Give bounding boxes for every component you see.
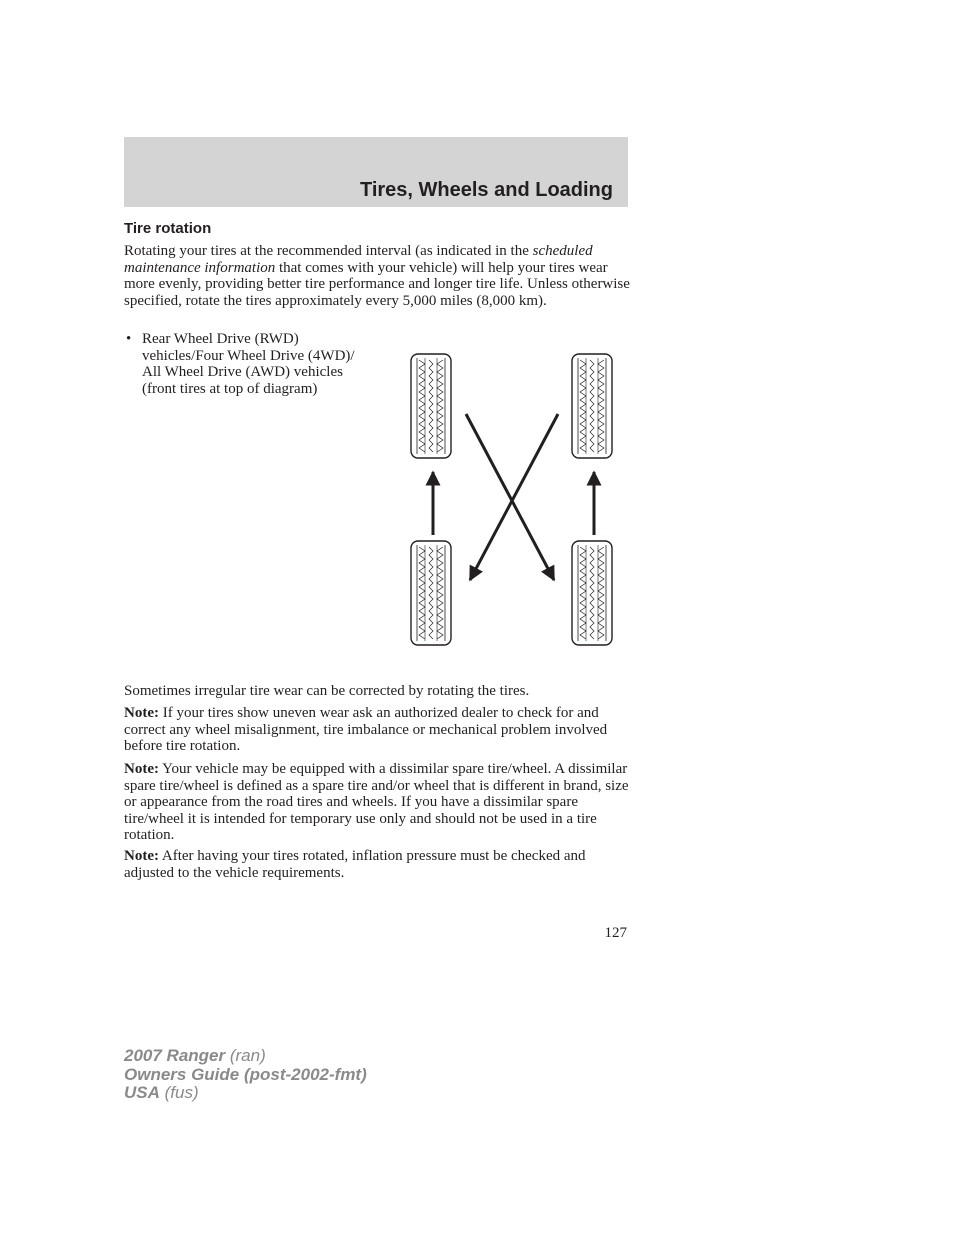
- page-number: 127: [604, 925, 627, 941]
- footer-line-2: [124, 1066, 367, 1085]
- rear-left-tire: [411, 541, 451, 645]
- intro-text-1: Rotating your tires at the recommended interval (as indicated in the: [124, 243, 533, 259]
- front-right-tire: [572, 354, 612, 458]
- note-text: Your vehicle may be equipped with a dissimilar spare tire/wheel. A dissimilar spare tire/wheel is defined as a spare tire and/or wheel that is different in brand, size or appearance from the road tires and wheels. If you have a dissimilar spare tire/wheel it is intended for temporary use only and should not be used in a tire rotation.: [124, 761, 629, 843]
- note-text: If your tires show uneven wear ask an authorized dealer to check for and correct any wheel misalignment, tire imbalance or mechanical problem involved before tire rotation.: [124, 705, 608, 754]
- note-label: Note:: [124, 705, 159, 721]
- front-left-tire: [411, 354, 451, 458]
- list-item: • Rear Wheel Drive (RWD) vehicles/Four Wheel Drive (4WD)/ All Wheel Drive (AWD) vehicles (front tires at top of diagram): [124, 331, 364, 397]
- footer-guide: Owners Guide (post-2002-fmt): [124, 1064, 367, 1084]
- footer-market: USA: [124, 1083, 160, 1102]
- rear-right-tire: [572, 541, 612, 645]
- intro-paragraph: [124, 243, 632, 309]
- note-inflation: [124, 848, 632, 881]
- header-band: [124, 137, 628, 207]
- footer-line-3: [124, 1084, 367, 1103]
- footer-model-code: (ran): [225, 1046, 266, 1065]
- chapter-title: Tires, Wheels and Loading: [359, 179, 613, 201]
- footer-model: 2007 Ranger: [124, 1046, 226, 1065]
- footer-line-1: [124, 1047, 367, 1066]
- section-heading: Tire rotation: [124, 220, 212, 237]
- note-label: Note:: [124, 761, 159, 777]
- irregular-wear-paragraph: Sometimes irregular tire wear can be corrected by rotating the tires.: [124, 683, 530, 699]
- intro-italic: scheduled maintenance information: [124, 243, 593, 276]
- bullet-list: [124, 331, 364, 397]
- intro-text-2: that comes with your vehicle) will help your tires wear more evenly, providing better tire performance and longer tire life. Unless otherwise specified, rotate the tires approximately every 5,000 miles (8,000 km).: [124, 259, 630, 309]
- front-right-to-rear-left-arrow: [470, 414, 558, 580]
- note-dissimilar-spare: [124, 761, 632, 844]
- footer-market-code: (fus): [159, 1083, 199, 1102]
- note-misalignment: [124, 705, 632, 755]
- document-footer: [124, 1047, 367, 1103]
- note-text: After having your tires rotated, inflation pressure must be checked and adjusted to the vehicle requirements.: [124, 848, 586, 881]
- note-label: Note:: [124, 848, 159, 864]
- tire-rotation-diagram: [404, 350, 618, 650]
- front-left-to-rear-right-arrow: [466, 414, 554, 580]
